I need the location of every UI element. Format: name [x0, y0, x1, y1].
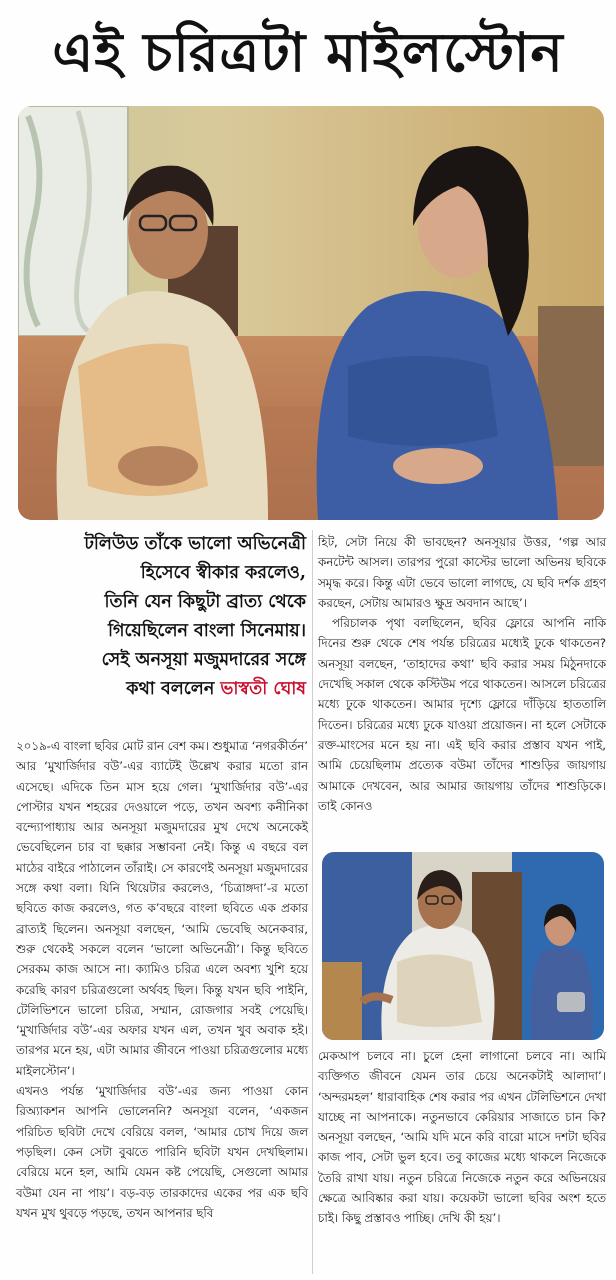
lead-line: টলিউড তাঁকে ভালো অভিনেত্রী — [84, 534, 306, 554]
lead-line: তিনি যেন কিছুটা ব্রাত্য থেকে — [104, 592, 306, 612]
byline-author: ভাস্বতী ঘোষ — [220, 679, 306, 699]
lead-line: হিসেবে স্বীকার করলেও, — [140, 563, 306, 583]
article-paragraph: পরিচালক পৃথা বলছিলেন, ছবির ফ্লোরে আপনি নাকি দিনের শুরু থেকে শেষ পর্যন্ত চরিত্রের মধ্যেই ঢুকে থাকতেন? অনসূয়া বলছেন, ‘তাহাদের কথা’ ছবি করার সময় মিঠুনদাকে দেখেছি সকাল থেকে কস্টিউম পরে থাকতেন। আসলে চরিত্রের মধ্যে ঢুকে থাকতেন। আমার দৃশ্যে ফ্লোরে দাঁড়িয়ে হাততালি দিতেন। চরিত্রের মধ্যে ঢুকে যাওয়া প্রয়োজন। না হলে সেটাকে রক্ত-মাংসের মনে হয় না। এই ছবি করার প্রস্তাব যখন পাই, আমি চেয়েছিলাম প্রত্যেক বউমা তাঁদের শাশুড়ির জায়গায় আমাকে দেখবেন, আর আমার জায়গায় তাঁদের শাশুড়িকে। তাই কোনও — [318, 616, 606, 813]
article-paragraph: ২০১৯-এ বাংলা ছবির মোট রান বেশ কম। শুধুমাত্র ‘নগরকীর্তন’ আর ‘মুখার্জিদার বউ’-এর ব্যাটেই উল্লেখ করার মতো রান এসেছে। এদিকে তিন মাস হয়ে গেল। ‘মুখার্জিদার বউ’-এর পোস্টার যখন শহরের দেওয়ালে পড়ে, তখন অবশ্য কনীনিকা বন্দ্যোপাধ্যায় আর অনসূয়া মজুমদারের মুখ দেখে অনেকেই ভেবেছিলেন চার বা ছক্কার সম্ভাবনা নেই। কিন্তু এ বছরে বল মাঠের বাইরে পাঠালেন তাঁরাই। সে কারণেই অনসূয়া মজুমদারের সঙ্গে কথা বলা। যিনি থিয়েটার করলেও, ‘চিত্রাঙ্গদা’-র মতো ছবিতে কাজ করলেও, গত ক’বছরে বাংলা ছবিতে এক প্রকার ব্রাত্যই ছিলেন। অনসূয়া বলছেন, ‘আমি ভেবেছি অনেকবার, শুরু থেকেই সকলে বলেন ‘ভালো অভিনেত্রী’। কিন্তু ছবিতে সেরকম কাজ আসে না। ক্যামিও চরিত্র এলে অবশ্য খুশি হয়ে করেছি কারণ চরিত্রগুলো অর্থবহ ছিল। কিন্তু যখন ছবি পাইনি, টেলিভিশনে ভালো চরিত্র, সম্মান, রোজগার সবই পেয়েছি। ‘মুখার্জিদার বউ’-এর অফার যখন এল, তখন খুব অবাক হই। তারপর মনে হয়, এটা আমার জীবনে পাওয়া চরিত্রগুলোর মধ্যে মাইলস্টোন’। — [16, 739, 308, 1078]
byline-prefix: কথা বললেন — [126, 679, 215, 699]
article-column-right-top — [318, 532, 606, 816]
article-column-right-bottom — [318, 1046, 606, 1229]
byline — [14, 675, 306, 704]
article-paragraph: মেকআপ চলবে না। চুলে হেনা লাগানো চলবে না। আমি ব্যক্তিগত জীবনে যেমন তার চেয়ে অনেকটাই আলাদা’। ‘অন্দরমহল’ ধারাবাহিক শেষ করার পর এখন টেলিভিশনে দেখা যাচ্ছে না আপনাকে। নতুনভাবে কেরিয়ার সাজাতে চান কি? অনসূয়া বলছেন, ‘আমি যদি মনে করি বারো মাসে দশটা ছবির কাজ পাব, সেটা ভুল হবে। তবু কাজের মধ্যে থাকলে নিজেকে তৈরি রাখা যায়। নতুন চরিত্রে নিজেকে নতুন করে অভিনয়ের ক্ষেত্রে আবিষ্কার করা যায়। কয়েকটা ভালো ছবির অংশ হতে চাই। কিছু প্রস্তাবও পাচ্ছি। দেখি কী হয়’। — [318, 1049, 606, 1226]
inset-photo — [322, 852, 604, 1040]
article-paragraph: হিট, সেটা নিয়ে কী ভাবছেন? অনসূয়ার উত্তর, ‘গল্প আর কনটেন্ট আসল। তারপর পুরো কাস্টের ভালো অভিনয় ছবিকে সমৃদ্ধ করে। কিন্তু এটা ভেবে ভালো লাগছে, যে ছবি দর্শক গ্রহণ করছেন, সেটায় আমারও ক্ষুদ্র অবদান আছে’। — [318, 535, 606, 610]
lead-line: গিয়েছিলেন বাংলা সিনেমায়। — [108, 621, 306, 641]
lead-line: সেই অনসূয়া মজুমদারের সঙ্গে — [101, 650, 306, 670]
article-paragraph: এখনও পর্যন্ত ‘মুখার্জিদার বউ’-এর জন্য পাওয়া কোন রিঅ্যাকশন আপনি ভোলেননি? অনসূয়া বলেন, ‘একজন পরিচিত ছবিটা দেখে বেরিয়ে বলল, ‘আমার চোখ দিয়ে জল পড়ছিল। কেন সেটা বুঝতে পারিনি ছবিটা যখন দেখছিলাম। বেরিয়ে মনে হল, আমি যেমন কষ্ট পেয়েছি, সেগুলো আমার বউমা যেন না পায়’। বড়-বড় তারকাদের একের পর এক ছবি যখন মুখ থুবড়ে পড়ছে, তখন আপনার ছবি — [16, 1084, 308, 1220]
scene-photo-illustration — [322, 852, 604, 1040]
column-divider — [312, 530, 313, 1274]
headline: এই চরিত্রটা মাইলস্টোন — [52, 20, 564, 84]
lead-deck — [14, 530, 306, 704]
article-column-left — [16, 736, 308, 1223]
main-photo — [18, 106, 604, 520]
interview-photo-illustration — [18, 106, 604, 520]
